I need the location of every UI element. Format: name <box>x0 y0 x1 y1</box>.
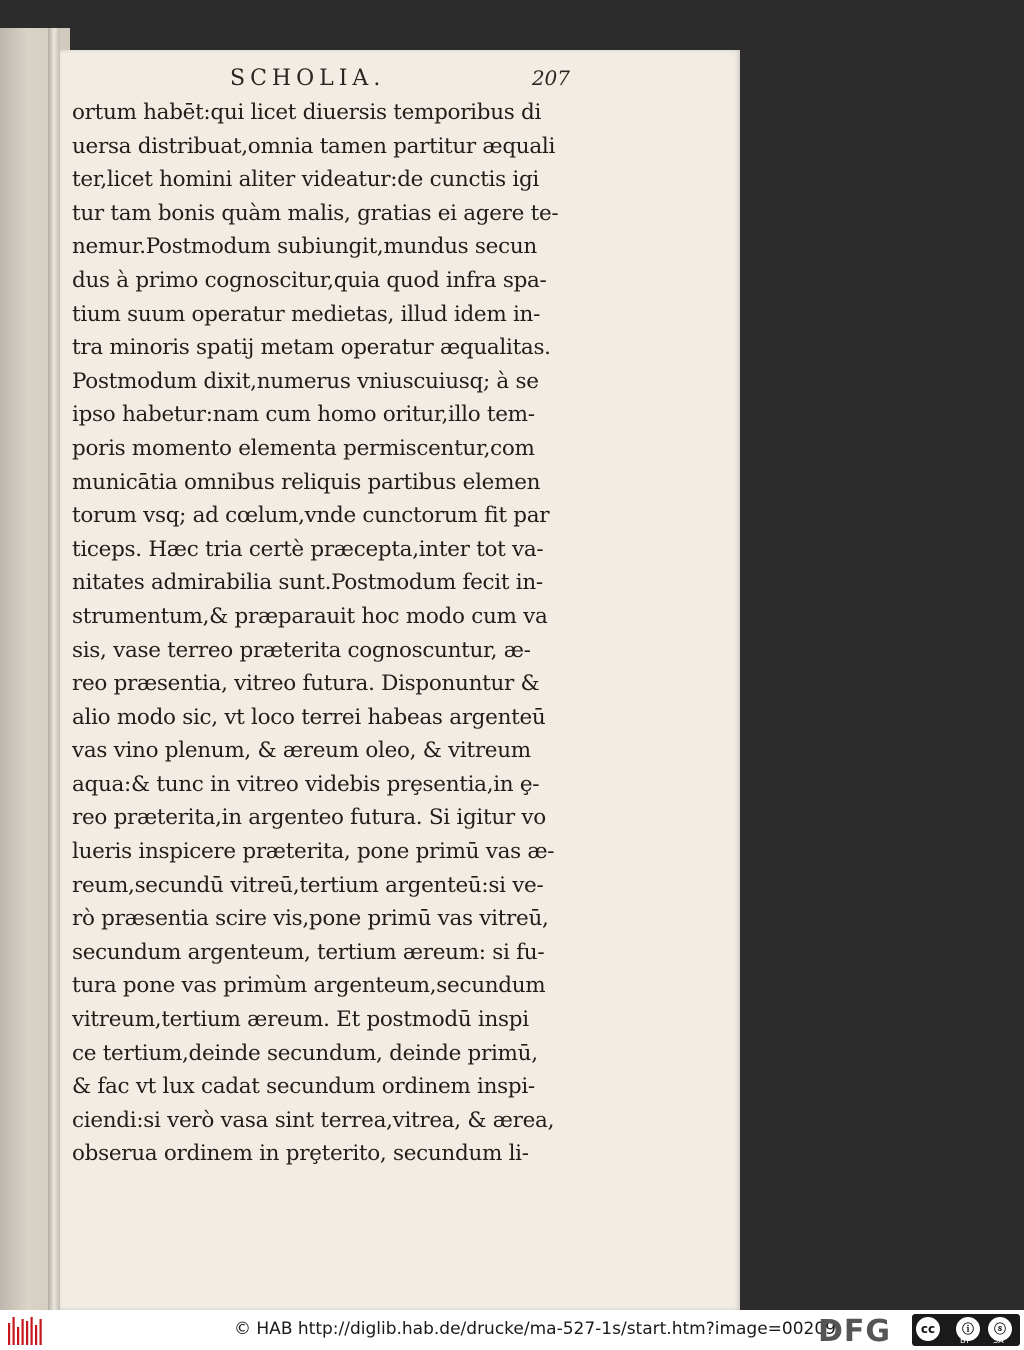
text-line: ticeps. Hæc tria certè præcepta,inter tot va- <box>72 536 544 562</box>
text-line: obserua ordinem in prȩterito, secundum li- <box>72 1141 529 1167</box>
text-line: & fac vt lux cadat secundum ordinem inspi- <box>72 1074 535 1100</box>
text-line: reo præterita,in argenteo futura. Si igitur vo <box>72 805 546 831</box>
running-head <box>200 66 570 94</box>
text-line: strumentum,& præparauit hoc modo cum va <box>72 603 548 629</box>
text-line: Postmodum dixit,numerus vniuscuiusq; à se <box>72 368 539 394</box>
page-gutter <box>48 28 60 1310</box>
text-line: ciendi:si verò vasa sint terrea,vitrea, & ærea, <box>72 1107 555 1133</box>
text-line: torum vsq; ad cœlum,vnde cunctorum fit par <box>72 503 550 529</box>
by-icon: ⓘ <box>956 1317 980 1341</box>
text-line: vas vino plenum, & æreum oleo, & vitreum <box>72 738 531 764</box>
text-line: ter,licet homini aliter videatur:de cunctis igi <box>72 167 539 193</box>
text-line: secundum argenteum, tertium æreum: si fu- <box>72 939 545 965</box>
text-line: ce tertium,deinde secundum, deinde primū, <box>72 1040 538 1066</box>
folio-number: 207 <box>531 66 570 90</box>
text-line: ipso habetur:nam cum homo oritur,illo tem- <box>72 402 535 428</box>
text-line: aqua:& tunc in vitreo videbis prȩsentia,in ȩ- <box>72 771 540 797</box>
dfg-logo-icon: DFG <box>818 1314 892 1349</box>
text-line: tium suum operatur medietas, illud idem in- <box>72 301 541 327</box>
cc-icon: cc <box>916 1317 940 1341</box>
text-line: rò præsentia scire vis,pone primū vas vitreū, <box>72 906 549 932</box>
text-line: poris momento elementa permiscentur,com <box>72 435 535 461</box>
text-line: reum,secundū vitreū,tertium argenteū:si ve- <box>72 872 544 898</box>
text-line: municātia omnibus reliquis partibus elemen <box>72 469 541 495</box>
sa-icon: ⓢ <box>988 1317 1012 1341</box>
by-label: BY <box>960 1336 970 1345</box>
copyright-url[interactable]: © HAB http://diglib.hab.de/drucke/ma-527-1s/start.htm?image=00209 <box>234 1319 836 1339</box>
text-line: alio modo sic, vt loco terrei habeas argenteū <box>72 704 546 730</box>
running-head-title: SCHOLIA. <box>230 66 386 91</box>
hab-logo-icon <box>6 1316 46 1346</box>
body-text <box>72 96 592 1171</box>
text-line: ortum habēt:qui licet diuersis temporibus di <box>72 100 542 125</box>
text-line: tura pone vas primùm argenteum,secundum <box>72 973 546 999</box>
text-line: vitreum,tertium æreum. Et postmodū inspi <box>72 1007 529 1033</box>
text-line: tur tam bonis quàm malis, gratias ei agere te- <box>72 200 559 226</box>
sa-label: SA <box>993 1336 1004 1345</box>
footer-bar <box>0 1310 1024 1350</box>
cc-license-badge[interactable] <box>912 1314 1020 1346</box>
text-line: nitates admirabilia sunt.Postmodum fecit in- <box>72 570 543 596</box>
text-line: dus à primo cognoscitur,quia quod infra spa- <box>72 267 547 293</box>
text-line: lueris inspicere præterita, pone primū vas æ- <box>72 839 555 865</box>
text-line: reo præsentia, vitreo futura. Disponuntur & <box>72 671 540 697</box>
text-line: uersa distribuat,omnia tamen partitur æquali <box>72 133 556 159</box>
text-line: sis, vase terreo præterita cognoscuntur, æ- <box>72 637 531 663</box>
text-line: tra minoris spatij metam operatur æqualitas. <box>72 335 551 361</box>
text-line: nemur.Postmodum subiungit,mundus secun <box>72 234 537 260</box>
